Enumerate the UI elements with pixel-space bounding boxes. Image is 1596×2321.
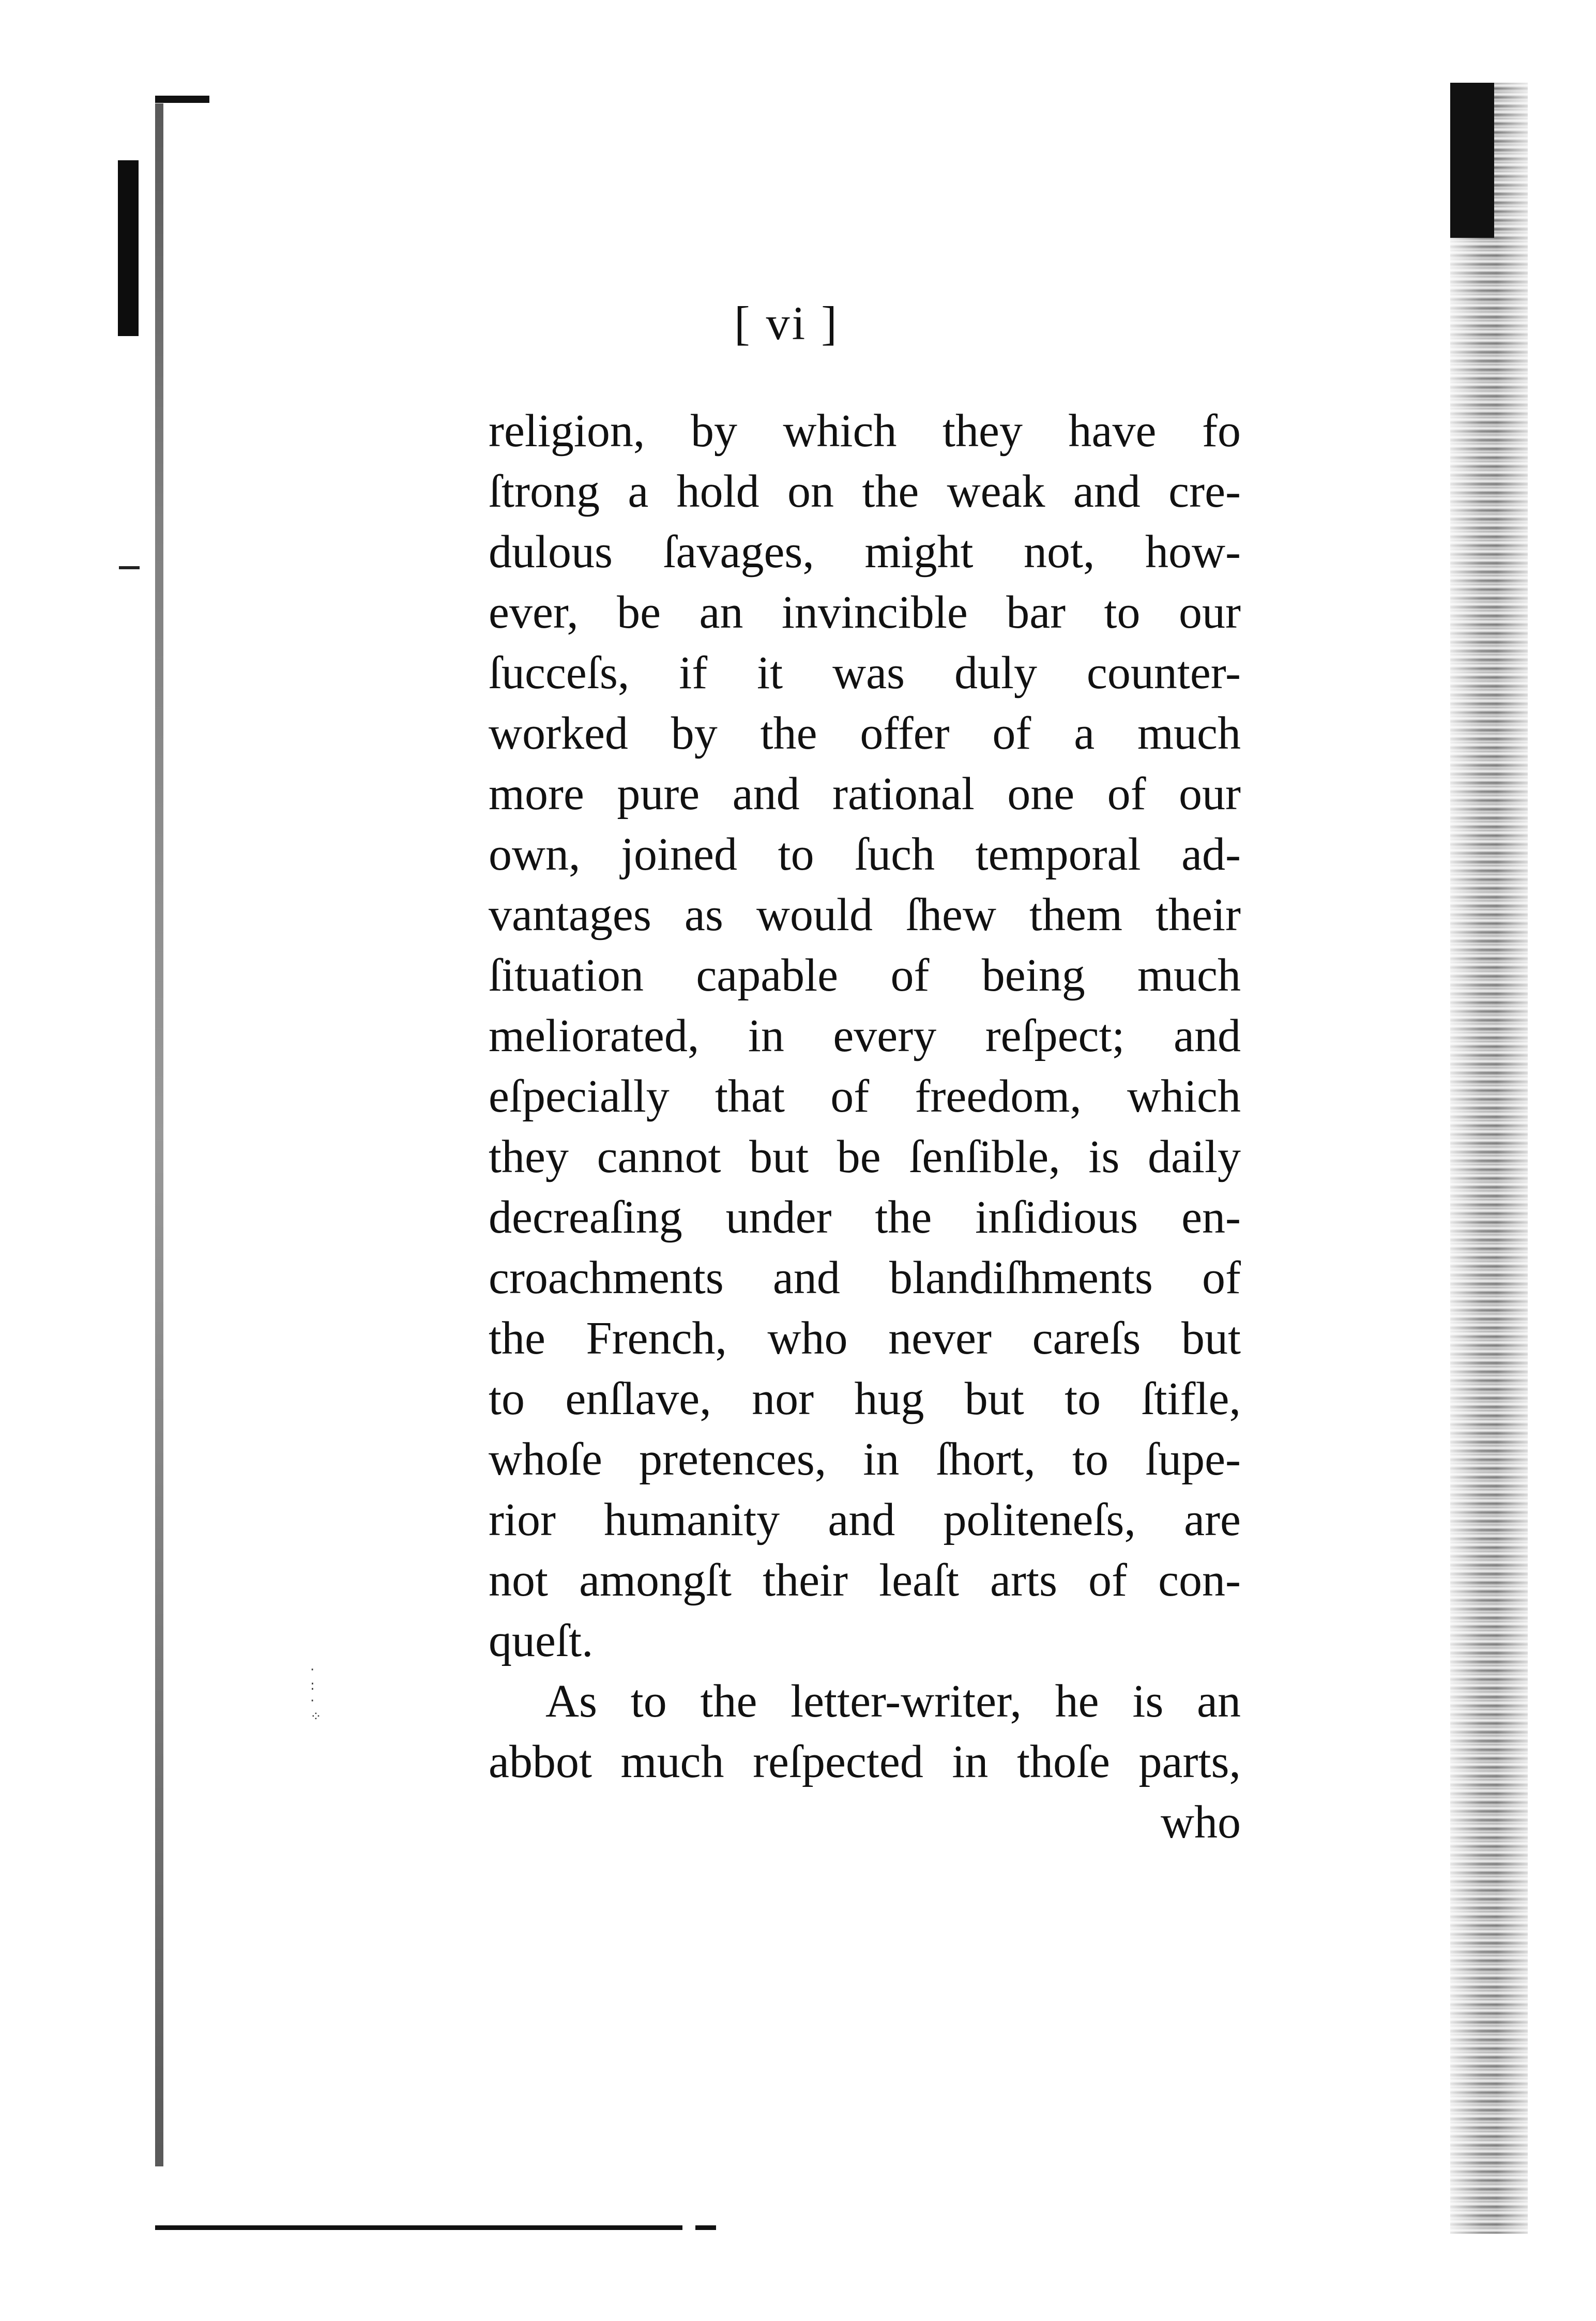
word: and (772, 1252, 840, 1303)
word: letter-writer, (791, 1676, 1022, 1727)
word: might (864, 526, 974, 578)
word: capable (696, 950, 839, 1001)
word: joined (621, 829, 738, 880)
word: hold (676, 466, 759, 517)
word: vantages (489, 889, 651, 940)
word: which (783, 405, 897, 457)
word: freedom, (915, 1071, 1082, 1122)
text-line (489, 1187, 1241, 1248)
word: parts, (1138, 1736, 1241, 1787)
word: ſenſible, (909, 1131, 1060, 1182)
word: ſupe- (1145, 1434, 1241, 1485)
word: they (943, 405, 1023, 457)
scan-bottom-rule-tail (695, 2225, 716, 2230)
word: offer (860, 708, 950, 759)
word: on (787, 466, 834, 517)
word: pure (617, 768, 700, 820)
text-line (489, 1671, 1241, 1732)
word: cre- (1168, 466, 1241, 517)
scan-right-edge-block (1450, 83, 1494, 238)
word: would (756, 889, 873, 940)
text-line (489, 1006, 1241, 1066)
word: queſt. (489, 1615, 594, 1666)
word: to (1065, 1373, 1101, 1424)
scan-margin-line (155, 103, 163, 2166)
text-line (489, 1369, 1241, 1429)
text-line (489, 1248, 1241, 1308)
word: not, (1023, 526, 1095, 578)
word: of (1107, 768, 1146, 820)
word: en- (1181, 1192, 1241, 1243)
text-line (489, 764, 1241, 824)
word: every (833, 1010, 937, 1061)
text-line (489, 945, 1241, 1006)
word: ſtifle, (1141, 1373, 1241, 1424)
word: rior (489, 1494, 556, 1545)
word: who (767, 1313, 848, 1364)
word: rational (832, 768, 975, 820)
word: reſpected (753, 1736, 923, 1787)
scan-corner-mark (155, 96, 209, 103)
word: arts (990, 1555, 1057, 1606)
word: to (1104, 587, 1141, 638)
word: in (863, 1434, 900, 1485)
word: is (1088, 1131, 1120, 1182)
word: much (1137, 950, 1241, 1001)
word: religion, (489, 405, 645, 457)
word: he (1055, 1676, 1099, 1727)
word: worked (489, 708, 628, 759)
catchword (489, 1792, 1241, 1853)
scan-tick-mark (119, 566, 140, 569)
word: to (630, 1676, 667, 1727)
word: being (981, 950, 1085, 1001)
word: eſpecially (489, 1071, 670, 1122)
word: croachments (489, 1252, 724, 1303)
word: an (1197, 1676, 1241, 1727)
word: leaſt (879, 1555, 959, 1606)
word: they (489, 1131, 569, 1182)
word: abbot (489, 1736, 592, 1787)
word: not (489, 1555, 549, 1606)
word: of (1202, 1252, 1241, 1303)
text-line (489, 461, 1241, 522)
word: French, (586, 1313, 727, 1364)
text-line (489, 401, 1241, 461)
word: more (489, 768, 584, 820)
word: a (628, 466, 649, 517)
word: is (1132, 1676, 1164, 1727)
word: how- (1145, 526, 1241, 578)
scan-right-edge-shadow (1450, 83, 1528, 2234)
word: the (862, 466, 919, 517)
word: ſavages, (663, 526, 814, 578)
text-line (489, 582, 1241, 643)
word: inſidious (975, 1192, 1138, 1243)
word: ſucceſs, (489, 647, 630, 699)
text-line (489, 1732, 1241, 1792)
text-line (489, 1308, 1241, 1369)
word: their (763, 1555, 848, 1606)
word: the (875, 1192, 932, 1243)
word: to (1072, 1434, 1109, 1485)
word: bar (1006, 587, 1066, 638)
text-line (489, 885, 1241, 945)
word: was (832, 647, 905, 699)
word: careſs (1032, 1313, 1141, 1364)
word: decreaſing (489, 1192, 682, 1243)
word: meliorated, (489, 1010, 700, 1061)
word: ever, (489, 587, 579, 638)
word: of (830, 1071, 870, 1122)
text-line (489, 643, 1241, 703)
word: enſlave, (565, 1373, 711, 1424)
word: ſuch (855, 829, 935, 880)
word: As (545, 1676, 598, 1727)
word: to (489, 1373, 525, 1424)
word: much (1137, 708, 1241, 759)
word: an (699, 587, 743, 638)
word: nor (752, 1373, 814, 1424)
word: reſpect; (985, 1010, 1125, 1061)
word: have (1068, 405, 1157, 457)
text-line (489, 703, 1241, 764)
word: be (617, 587, 661, 638)
word: that (715, 1071, 785, 1122)
word: by (690, 405, 737, 457)
word: of (1088, 1555, 1128, 1606)
word: ad- (1181, 829, 1241, 880)
scan-bottom-rule (155, 2225, 682, 2230)
word: but (749, 1131, 809, 1182)
word: it (757, 647, 783, 699)
word: hug (854, 1373, 924, 1424)
word: of (992, 708, 1031, 759)
text-line (489, 1066, 1241, 1127)
text-line (489, 1429, 1241, 1490)
word: and (828, 1494, 895, 1545)
word: the (700, 1676, 757, 1727)
text-line (489, 1127, 1241, 1187)
word: by (671, 708, 718, 759)
word: ſtrong (489, 466, 600, 517)
word: counter- (1086, 647, 1241, 699)
word: under (725, 1192, 832, 1243)
word: be (837, 1131, 881, 1182)
word: are (1184, 1494, 1241, 1545)
word: amongſt (579, 1555, 732, 1606)
word: one (1007, 768, 1075, 820)
word: thoſe (1017, 1736, 1110, 1787)
catchword-text: who (1161, 1797, 1241, 1848)
word: them (1029, 889, 1122, 940)
text-line (489, 1550, 1241, 1611)
word: fo (1202, 405, 1241, 457)
word: in (748, 1010, 784, 1061)
word: and (1174, 1010, 1241, 1061)
word: weak (947, 466, 1045, 517)
word: blandiſhments (889, 1252, 1153, 1303)
word: cannot (597, 1131, 721, 1182)
word: and (1073, 466, 1141, 517)
word: daily (1148, 1131, 1241, 1182)
word: our (1178, 768, 1241, 820)
word: as (684, 889, 723, 940)
text-line (489, 824, 1241, 885)
word: duly (954, 647, 1037, 699)
word: but (1181, 1313, 1241, 1364)
word: much (620, 1736, 724, 1787)
word: dulous (489, 526, 613, 578)
word: the (489, 1313, 545, 1364)
scan-specks: · : · ⁘ (310, 1662, 322, 1724)
word: ſhort, (936, 1434, 1036, 1485)
word: own, (489, 829, 581, 880)
word: humanity (604, 1494, 780, 1545)
text-line (489, 522, 1241, 582)
page-number: [ vi ] (734, 297, 839, 350)
word: which (1127, 1071, 1241, 1122)
word: to (778, 829, 814, 880)
word: of (890, 950, 930, 1001)
word: never (888, 1313, 992, 1364)
word: and (732, 768, 800, 820)
word: the (760, 708, 817, 759)
body-text (489, 401, 1241, 1853)
text-line (489, 1611, 1241, 1671)
word: in (952, 1736, 989, 1787)
scan-edge-mark (118, 160, 139, 336)
word: our (1178, 587, 1241, 638)
word: invincible (781, 587, 968, 638)
word: whoſe (489, 1434, 602, 1485)
text-line (489, 1490, 1241, 1550)
word: politeneſs, (943, 1494, 1136, 1545)
word: their (1156, 889, 1241, 940)
word: temporal (975, 829, 1141, 880)
word: ſituation (489, 950, 644, 1001)
word: a (1074, 708, 1095, 759)
word: but (964, 1373, 1024, 1424)
word: ſhew (906, 889, 996, 940)
word: pretences, (639, 1434, 827, 1485)
word: if (679, 647, 708, 699)
word: con- (1158, 1555, 1241, 1606)
